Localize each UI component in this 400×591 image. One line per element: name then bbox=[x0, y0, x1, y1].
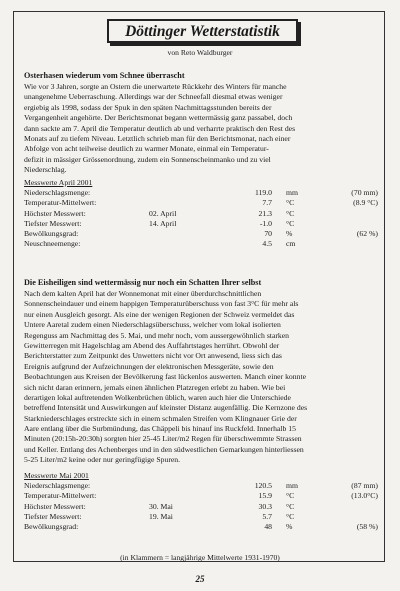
cell-normal: (62 %) bbox=[356, 228, 378, 238]
text-line: Beobachtungen aus Kreisen der Bevölkerung fast lückenlos auswerten. Manch einer konnte bbox=[24, 372, 306, 382]
cell-label: Neuschneemenge: bbox=[24, 239, 81, 249]
text-line: Ereignis aufgrund der Aufzeichnungen der elektronischen Messgeräte, sowie den bbox=[24, 361, 274, 371]
table-row bbox=[24, 229, 378, 239]
cell-unit: cm bbox=[286, 239, 296, 249]
cell-value: 5.7 bbox=[262, 511, 272, 521]
text-line: Aare entlang über die Surbmündung, das Chäppeli bis hinauf ins Ruckfeld. Innerhalb 15 bbox=[24, 424, 296, 434]
cell-value: 21.3 bbox=[258, 208, 272, 218]
section1-body bbox=[24, 82, 378, 176]
cell-label: Bewölkungsgrad: bbox=[24, 521, 79, 531]
text-line: derartigen lokal auftretenden Wolkenbrüchen üblich, waren auch hier die Unterschiede bbox=[24, 392, 291, 402]
cell-label: Niederschlagsmenge: bbox=[24, 188, 91, 198]
may-table bbox=[24, 471, 378, 532]
page-title: Döttinger Wetterstatistik bbox=[125, 23, 280, 40]
table-heading-row bbox=[24, 471, 378, 481]
text-line: defizit in mässiger Grössenordnung, zudem ein Sonnenscheinmanko und zu viel bbox=[24, 154, 271, 164]
cell-date: 19. Mai bbox=[149, 511, 173, 521]
text-line: Berichterstatter zum Zeitpunkt des Unwetters nicht vor Ort anwesend, liess sich das bbox=[24, 351, 282, 361]
page-number: 25 bbox=[195, 574, 205, 584]
cell-value: 70 bbox=[264, 228, 272, 238]
text-line: Sonnenscheindauer und einem happigen Temperaturüberschuss von fast 3°C für mehr als bbox=[24, 299, 299, 309]
title-box bbox=[107, 19, 298, 43]
text-line: Niederschlag. bbox=[24, 165, 67, 175]
cell-normal: (87 mm) bbox=[351, 481, 378, 491]
text-line: sich nicht daran erinnern, jemals einen ähnlichen Platzregen erlebt zu haben. Wie bei bbox=[24, 382, 286, 392]
table-row bbox=[24, 239, 378, 249]
text-line: unangenehme Ueberraschung. Allerdings war der Schneefall diesmal etwas weniger bbox=[24, 92, 283, 102]
text-line: 5-25 Liter/m2 keine oder nur geringfügige Spuren. bbox=[24, 455, 181, 465]
cell-date: 30. Mai bbox=[149, 501, 173, 511]
cell-label: Bewölkungsgrad: bbox=[24, 228, 79, 238]
cell-normal: (70 mm) bbox=[351, 188, 378, 198]
table-row bbox=[24, 219, 378, 229]
table-row bbox=[24, 188, 378, 198]
text-line: ergiebig als 1998, sodass der Spuk in den späten Nachmittagsstunden bereits der bbox=[24, 102, 272, 112]
cell-label: Temperatur-Mittelwert: bbox=[24, 198, 97, 208]
table-row bbox=[24, 198, 378, 208]
cell-unit: °C bbox=[286, 511, 295, 521]
cell-normal: (8.9 °C) bbox=[353, 198, 378, 208]
text-line: Monats auf zu tiefem Niveau. Letztlich schrieb man für den Berichtsmonat, nach einer bbox=[24, 133, 291, 143]
text-line: nur einen Ausgleich gesorgt. Als eine der wenigen Regionen der Schweiz vermeldet das bbox=[24, 309, 295, 319]
table-heading-row bbox=[24, 178, 378, 188]
section1-heading: Osterhasen wiederum vom Schnee überrascht bbox=[24, 71, 185, 80]
cell-unit: mm bbox=[286, 481, 298, 491]
text-line: Abfolge von acht teilweise deutlich zu warmer Monate, einmal ein Temperatur- bbox=[24, 144, 269, 154]
table-row bbox=[24, 522, 378, 532]
cell-value: 30.3 bbox=[258, 501, 272, 511]
cell-value: 120.5 bbox=[254, 481, 272, 491]
table-row bbox=[24, 491, 378, 501]
section2-body bbox=[24, 289, 378, 466]
text-line: und Keller. Entlang des Achenberges und in den südwestlichen Gemarkungen hinterliessen bbox=[24, 444, 304, 454]
table-row bbox=[24, 481, 378, 491]
text-line: betreffend Intensität und Auswirkungen auf kleinster Distanz augenfällig. Die Kernzone des bbox=[24, 403, 308, 413]
text-line: Regenguss am Nachmittag des 5. Mai, und mehr noch, vom aussergewöhnlich starken bbox=[24, 330, 290, 340]
cell-unit: °C bbox=[286, 501, 295, 511]
cell-unit: mm bbox=[286, 188, 298, 198]
cell-label: Höchster Messwert: bbox=[24, 208, 86, 218]
text-line: Starkniederschlages erstreckte sich in einem schmalen Streifen vom Klingnauer Grie der bbox=[24, 413, 297, 423]
cell-value: -1.0 bbox=[259, 218, 272, 228]
cell-label: Höchster Messwert: bbox=[24, 501, 86, 511]
table-row bbox=[24, 512, 378, 522]
text-line: dann sackte am 7. April die Temperatur deutlich ab und verharrte praktisch den Rest des bbox=[24, 123, 296, 133]
cell-label: Tiefster Messwert: bbox=[24, 511, 82, 521]
cell-unit: °C bbox=[286, 218, 295, 228]
table-row bbox=[24, 502, 378, 512]
cell-value: 48 bbox=[264, 521, 272, 531]
cell-unit: % bbox=[286, 228, 293, 238]
cell-label: Niederschlagsmenge: bbox=[24, 481, 91, 491]
text-line: Vergangenheit angehörte. Der Berichtsmonat begann wettermässig ganz passabel, doch bbox=[24, 113, 293, 123]
text-line: Minuten (20:15h-20:30h) sorgten hier 25-45 Liter/m2 Regen für überschwemmte Strassen bbox=[24, 434, 302, 444]
cell-value: 4.5 bbox=[262, 239, 272, 249]
table-heading: Messwerte April 2001 bbox=[24, 178, 93, 187]
table-heading: Messwerte Mai 2001 bbox=[24, 471, 89, 480]
text-line: Nach dem kalten April hat der Wonnemonat mit einer überdurchschnittlichen bbox=[24, 289, 262, 298]
cell-date: 14. April bbox=[149, 218, 177, 228]
cell-unit: °C bbox=[286, 208, 295, 218]
cell-label: Tiefster Messwert: bbox=[24, 218, 82, 228]
cell-normal: (13.0°C) bbox=[351, 491, 378, 501]
table-row bbox=[24, 209, 378, 219]
text-line: Gewitterregen mit Hagelschlag am Abend des Auffahrtstages herrührt. Obwohl der bbox=[24, 340, 280, 350]
text-line: Wie vor 3 Jahren, sorgte an Ostern die unerwartete Rückkehr des Winters für manche bbox=[24, 82, 287, 91]
byline: von Reto Waldburger bbox=[167, 48, 233, 57]
footnote: (in Klammern = langjährige Mittelwerte 1931-1970) bbox=[120, 553, 280, 562]
section2-heading: Die Eisheiligen sind wettermässig nur noch ein Schatten Ihrer selbst bbox=[24, 278, 262, 287]
cell-value: 119.0 bbox=[254, 188, 272, 198]
text-line: Untere Aaretal zudem einen Niederschlagsüberschuss, welcher vom lokal isolierten bbox=[24, 320, 281, 330]
april-table bbox=[24, 178, 378, 249]
cell-value: 7.7 bbox=[262, 198, 272, 208]
cell-value: 15.9 bbox=[258, 491, 272, 501]
cell-label: Temperatur-Mittelwert: bbox=[24, 491, 97, 501]
cell-unit: °C bbox=[286, 198, 295, 208]
cell-date: 02. April bbox=[149, 208, 177, 218]
cell-normal: (58 %) bbox=[356, 521, 378, 531]
cell-unit: °C bbox=[286, 491, 295, 501]
cell-unit: % bbox=[286, 521, 293, 531]
